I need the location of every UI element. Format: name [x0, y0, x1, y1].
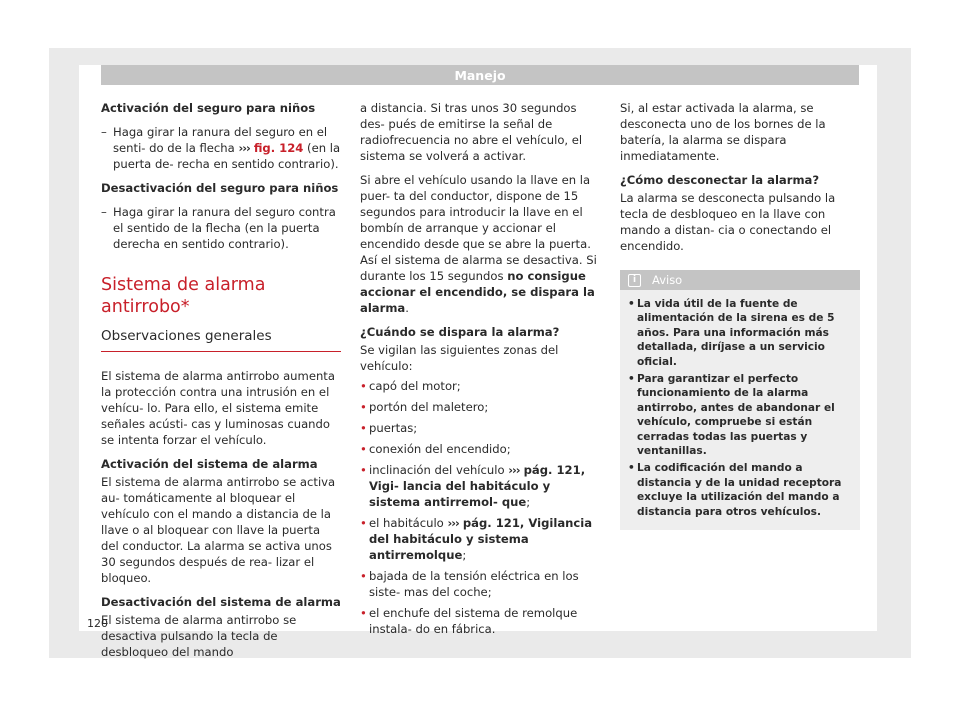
- notice-box: [620, 270, 860, 530]
- zone-text: portón del maletero;: [369, 400, 489, 414]
- notice-header: [620, 270, 860, 290]
- list-item: [360, 605, 602, 637]
- notice-title: Aviso: [652, 273, 683, 287]
- zone-text: ;: [526, 495, 531, 509]
- page-header: [101, 65, 859, 85]
- list-item: [360, 515, 602, 563]
- bullet-icon: •: [360, 569, 367, 583]
- dash-marker: –: [101, 205, 107, 219]
- zone-text: ;: [462, 548, 467, 562]
- column-2: [360, 100, 602, 642]
- bullet-icon: •: [628, 462, 635, 475]
- activation-paragraph: El sistema de alarma antirrobo se activa au- tomáticamente al bloquear el vehículo con el mando a distancia de la llave o al bloquear con llave la puerta del conductor. La alarma se activa unos 30 segundos después de rea- lizar el bloqueo.: [101, 475, 336, 585]
- column-3: [620, 100, 860, 530]
- zones-list: [360, 378, 602, 637]
- key-paragraph: [360, 172, 602, 316]
- bullet-icon: •: [628, 298, 635, 310]
- page-link[interactable]: pág. 121, Vigi- lancia del habitáculo y sistema antirremol- que: [369, 463, 586, 509]
- list-item: [360, 378, 602, 394]
- key-text-end: .: [405, 301, 409, 315]
- deactivation-paragraph: El sistema de alarma antirrobo se desactiva pulsando la tecla de desbloqueo del mando: [101, 613, 297, 659]
- section-title: Sistema de alarma antirrobo*: [101, 275, 266, 317]
- list-item: [360, 399, 602, 415]
- step-text: Haga girar la ranura del seguro en el senti- do de la flecha: [113, 125, 328, 155]
- trigger-intro: Se vigilan las siguientes zonas del vehículo:: [360, 343, 559, 373]
- deactivation-heading: Desactivación del sistema de alarma: [101, 595, 341, 609]
- list-item: [101, 124, 341, 172]
- trigger-heading: ¿Cuándo se dispara la alarma?: [360, 325, 560, 339]
- notice-body: [620, 290, 860, 530]
- step-text: Haga girar la ranura del seguro contra el sentido de la flecha (en la puerta derecha en sentido contrario).: [113, 205, 336, 251]
- zone-text: conexión del encendido;: [369, 442, 511, 456]
- column-1: [101, 100, 341, 668]
- reference-arrows-icon: ›››: [508, 463, 520, 477]
- bullet-icon: •: [360, 421, 367, 435]
- continuation-paragraph: a distancia. Si tras unos 30 segundos des- pués de emitirse la señal de radiofrecuencia no abre el vehículo, el sistema se volverá a activar.: [360, 101, 583, 163]
- zone-text: el habitáculo: [369, 516, 448, 530]
- dash-marker: –: [101, 125, 107, 139]
- header-title: Manejo: [454, 67, 506, 83]
- disconnect-paragraph: La alarma se desconecta pulsando la tecla de desbloqueo en la llave con mando a distan- cia o conectando el encendido.: [620, 191, 836, 253]
- key-text: Si abre el vehículo usando la llave en la puer- ta del conductor, dispone de 15 segundos para introducir la llave en el bombín de arranque y accionar el encendido desde que se abre la puerta. Así el sistema de alarma se desactiva. Si durante los 15 segundos: [360, 173, 597, 283]
- intro-paragraph: El sistema de alarma antirrobo aumenta la protección contra una intrusión en el vehícu- lo. Para ello, el sistema emite señales acústi- cas y luminosas cuando se intenta forzar el vehículo.: [101, 369, 335, 447]
- zone-text: inclinación del vehículo: [369, 463, 509, 477]
- info-icon: i: [628, 274, 641, 287]
- disconnect-heading: ¿Cómo desconectar la alarma?: [620, 173, 820, 187]
- notice-text: La vida útil de la fuente de alimentación de la sirena es de 5 años. Para una información más detallada, diríjase a un servicio oficial.: [637, 298, 835, 368]
- bullet-icon: •: [360, 463, 367, 477]
- reference-arrows-icon: ›››: [238, 141, 250, 155]
- key-text-bold: no consigue accionar el encendido, se dispara la alarma: [360, 269, 595, 315]
- child-lock-off-heading: Desactivación del seguro para niños: [101, 181, 339, 195]
- list-item: [628, 372, 852, 458]
- zone-text: capó del motor;: [369, 379, 461, 393]
- bullet-icon: •: [360, 442, 367, 456]
- subsection-title: Observaciones generales: [101, 328, 341, 352]
- bullet-icon: •: [628, 373, 635, 386]
- page-number: 120: [87, 617, 108, 630]
- list-item: [360, 462, 602, 510]
- child-lock-on-heading: Activación del seguro para niños: [101, 101, 316, 115]
- zone-text: el enchufe del sistema de remolque instala- do en fábrica.: [369, 606, 578, 636]
- bullet-icon: •: [360, 400, 367, 414]
- bullet-icon: •: [360, 516, 367, 530]
- reference-arrows-icon: ›››: [447, 516, 459, 530]
- zone-text: puertas;: [369, 421, 418, 435]
- bullet-icon: •: [360, 606, 367, 620]
- list-item: [360, 441, 602, 457]
- figure-link[interactable]: fig. 124: [249, 141, 304, 155]
- list-item: [101, 204, 341, 252]
- list-item: [360, 420, 602, 436]
- page-link[interactable]: pág. 121, Vigilancia del habitáculo y sistema antirremolque: [369, 516, 593, 562]
- bullet-icon: •: [360, 379, 367, 393]
- notice-text: La codificación del mando a distancia y de la unidad receptora excluye la utilización del mando a distancia para otros vehículos.: [637, 462, 842, 518]
- list-item: [628, 461, 852, 519]
- step-text: (en la puerta de- recha en sentido contrario).: [113, 141, 341, 171]
- notice-text: Para garantizar el perfecto funcionamiento de la alarma antirrobo, antes de abandonar el vehículo, compruebe si están cerradas todas las puertas y ventanillas.: [637, 373, 835, 458]
- zone-text: bajada de la tensión eléctrica en los siste- mas del coche;: [369, 569, 579, 599]
- list-item: [628, 297, 852, 369]
- activation-heading: Activación del sistema de alarma: [101, 457, 318, 471]
- list-item: [360, 568, 602, 600]
- alarm-active-paragraph: Si, al estar activada la alarma, se desconecta uno de los bornes de la batería, la alarma se dispara inmediatamente.: [620, 101, 826, 163]
